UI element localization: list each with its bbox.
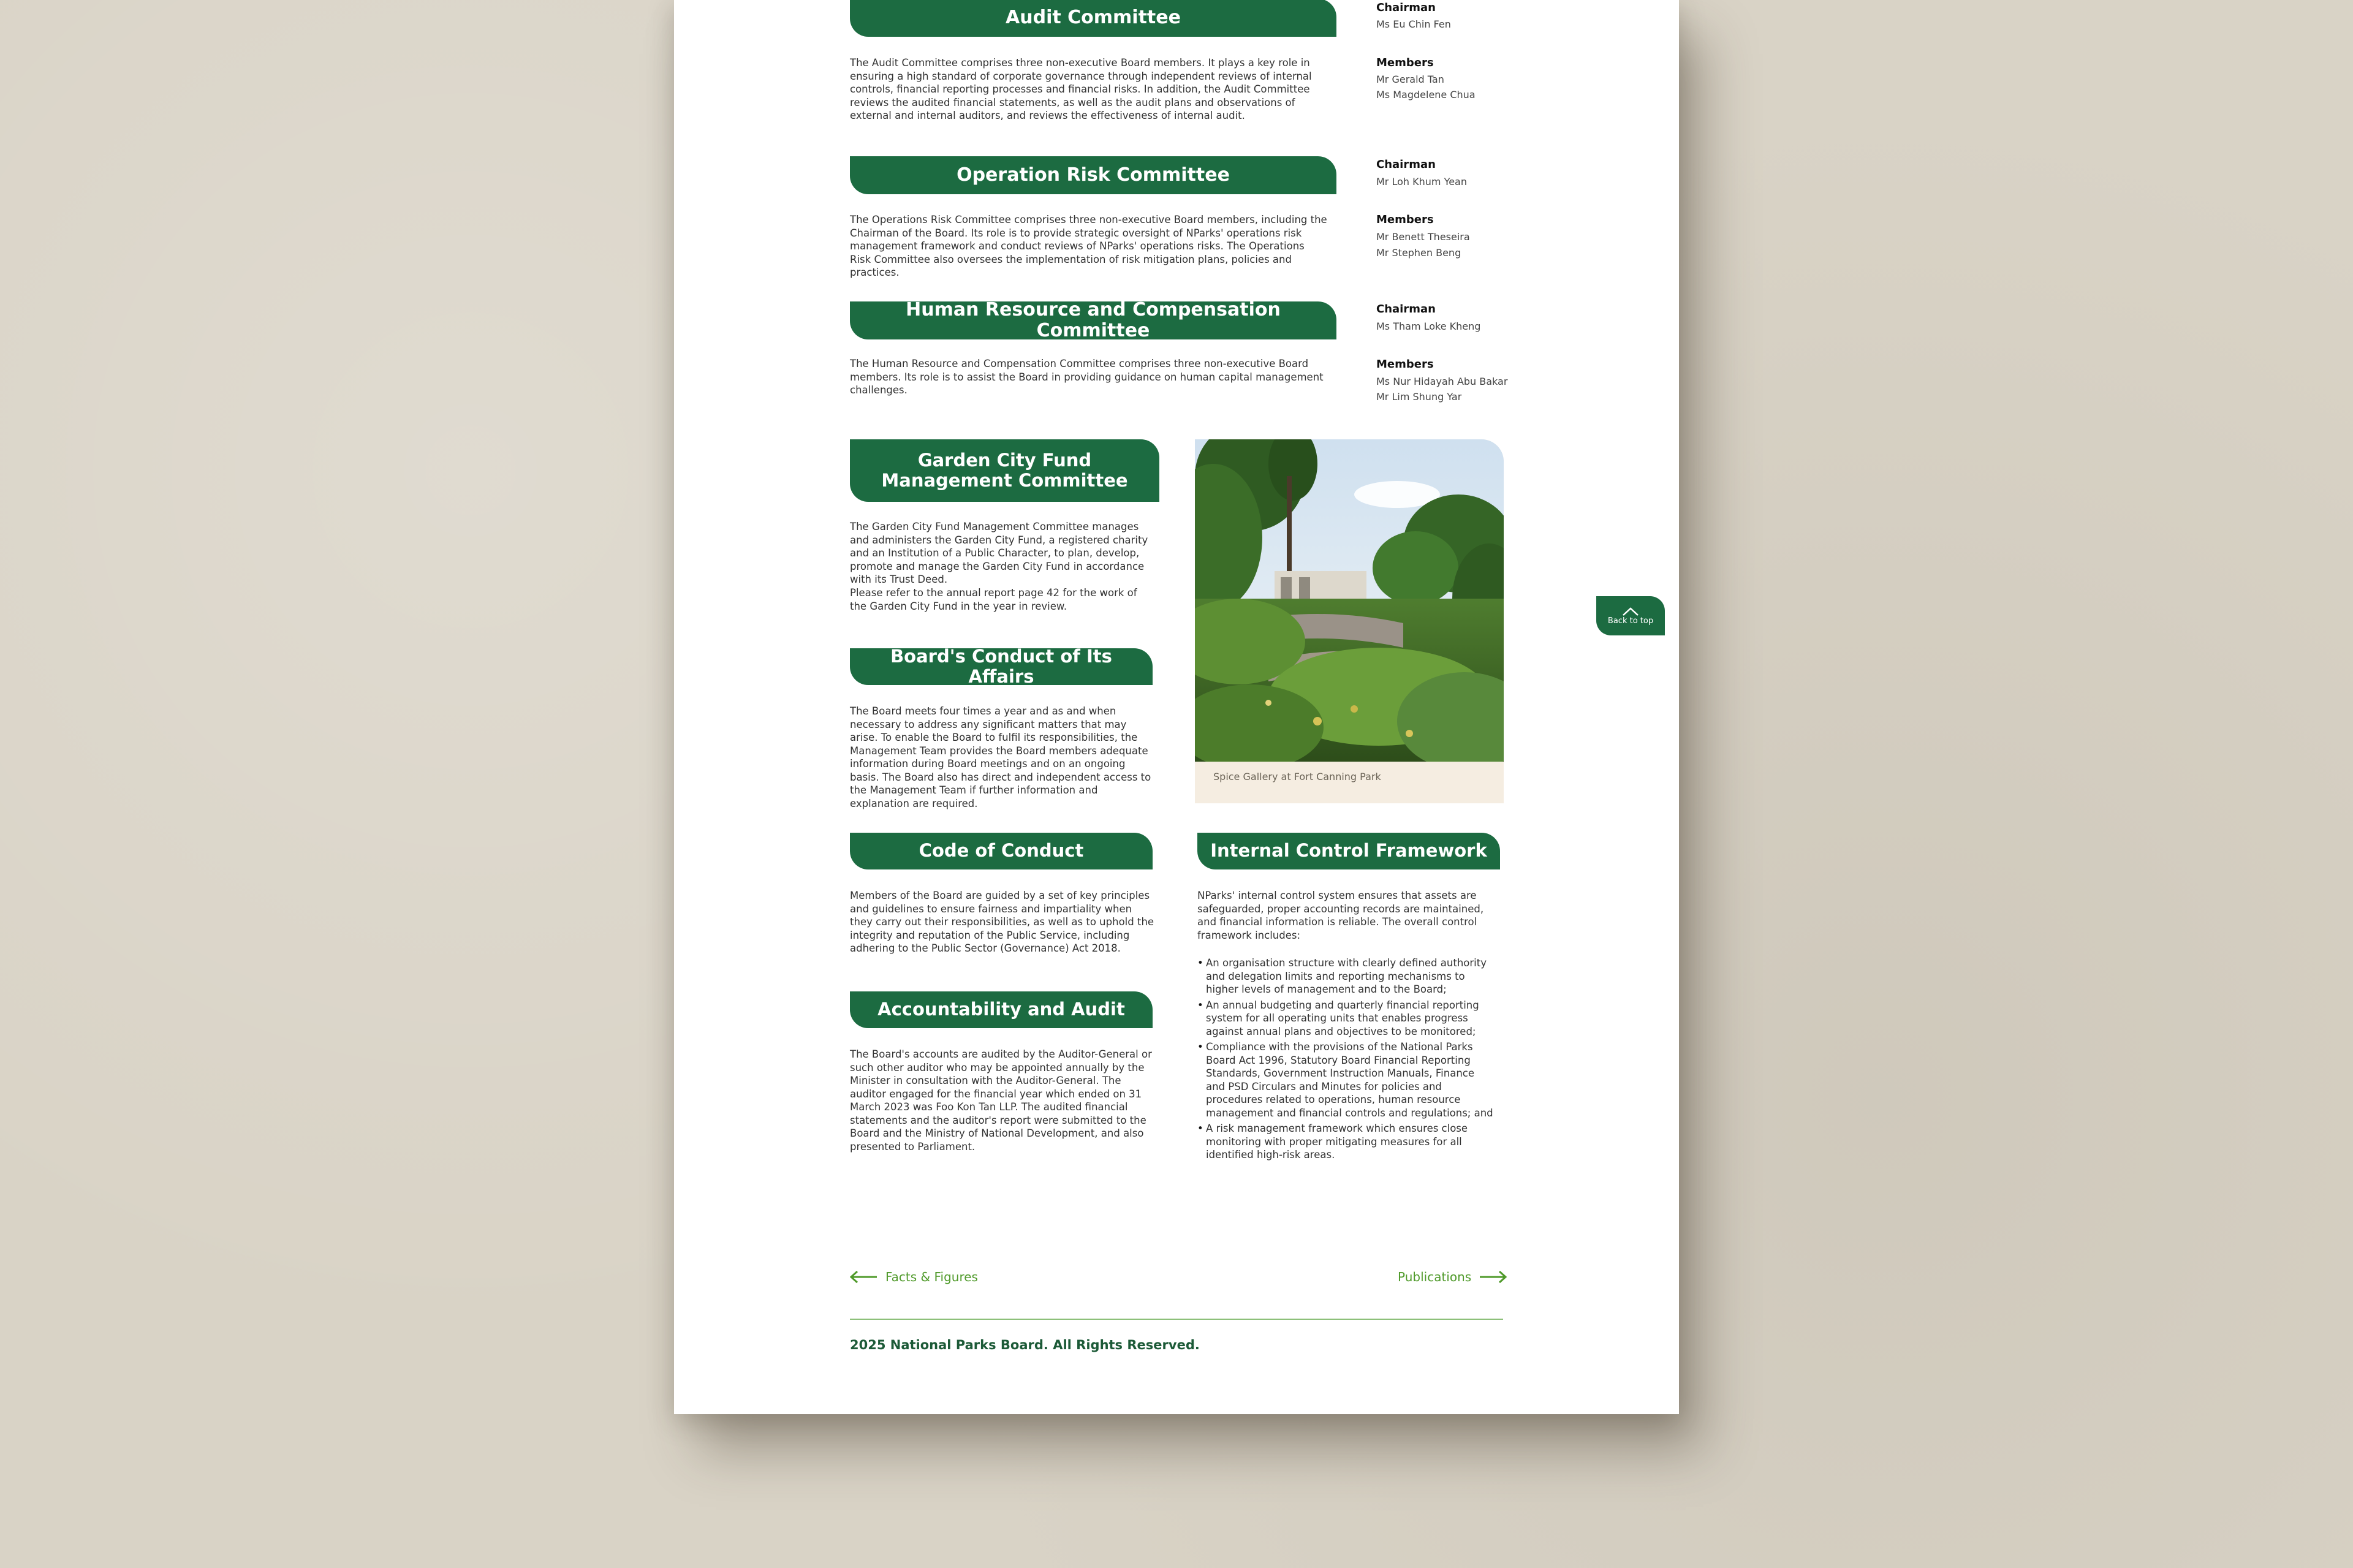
operation-members-label: Members <box>1376 213 1434 226</box>
copyright-text: 2025 National Parks Board. All Rights Reserved. <box>850 1338 1200 1352</box>
hr-member: Ms Nur Hidayah Abu Bakar <box>1376 376 1508 387</box>
list-item: • An annual budgeting and quarterly financial reporting system for all operating units that enables progress against annual plans and objectives to be monitored; <box>1206 999 1494 1039</box>
operation-risk-heading <box>850 156 1336 194</box>
audit-members-label: Members <box>1376 56 1434 69</box>
prev-page-link[interactable] <box>850 1270 978 1284</box>
garden-city-fund-title-line1: Garden City Fund <box>917 449 1092 471</box>
hr-committee-title: Human Resource and Compensation Committee <box>906 298 1281 341</box>
audit-chairman-label: Chairman <box>1376 1 1436 14</box>
board-conduct-heading <box>850 645 1153 687</box>
internal-control-intro: NParks' internal control system ensures that assets are safeguarded, proper accounting records are maintained, and financial information is reliable. The overall control framework includes: <box>1197 890 1484 941</box>
next-page-link[interactable] <box>1398 1270 1507 1284</box>
park-photo-card <box>1195 439 1504 803</box>
list-item: • A risk management framework which ensures close monitoring with proper mitigating measures for all identified high-risk areas. <box>1206 1122 1494 1162</box>
audit-committee-heading <box>850 0 1336 37</box>
audit-member: Ms Magdelene Chua <box>1376 89 1476 100</box>
accountability-text: The Board's accounts are audited by the Auditor-General or such other auditor who may be appointed annually by the Minister in consultation with the Auditor-General. The auditor engaged for the financial year which ended on 31 March 2023 was Foo Kon Tan LLP. The audited financial statements and the auditor's report were submitted to the Board and the Ministry of National Development, and also presented to Parliament. <box>850 1048 1152 1153</box>
garden-city-fund-text: The Garden City Fund Management Committee manages and administers the Garden City Fund, a registered charity and an Institution of a Public Character, to plan, develop, promote and manage the Garden City Fund in accordance with its Trust Deed. <box>850 521 1148 585</box>
internal-control-list <box>1197 956 1494 1164</box>
internal-control-title: Internal Control Framework <box>1210 840 1487 862</box>
footer-divider <box>850 1319 1503 1320</box>
code-of-conduct-title: Code of Conduct <box>919 840 1084 862</box>
operation-risk-title: Operation Risk Committee <box>957 164 1230 186</box>
list-item: • An organisation structure with clearly defined authority and delegation limits and reporting mechanisms to higher levels of management and to the Board; <box>1206 956 1494 996</box>
hr-chairman-label: Chairman <box>1376 303 1436 316</box>
arrow-right-icon <box>1479 1270 1507 1284</box>
hr-chairman-name: Ms Tham Loke Kheng <box>1376 320 1481 332</box>
code-of-conduct-heading <box>850 833 1153 869</box>
photo-caption: Spice Gallery at Fort Canning Park <box>1213 771 1381 782</box>
audit-committee-title: Audit Committee <box>1006 6 1181 28</box>
internal-control-heading <box>1197 833 1500 869</box>
document-page <box>674 0 1679 1414</box>
board-conduct-text: The Board meets four times a year and as and when necessary to address any significant matters that may arise. To enable the Board to fulfil its responsibilities, the Management Team provides the Board members adequate information during Board meetings and on an ongoing basis. The Board also has direct and independent access to the Management Team if further information and explanation are required. <box>850 705 1151 809</box>
operation-chairman-label: Chairman <box>1376 158 1436 171</box>
hr-member: Mr Lim Shung Yar <box>1376 391 1462 403</box>
audit-member: Mr Gerald Tan <box>1376 74 1444 85</box>
code-of-conduct-text: Members of the Board are guided by a set of key principles and guidelines to ensure fairness and impartiality when they carry out their responsibilities, as well as to uphold the integrity and reputation of the Public Service, including adhering to the Public Sector (Governance) Act 2018. <box>850 890 1154 954</box>
operation-member: Mr Benett Theseira <box>1376 231 1470 243</box>
next-page-label[interactable]: Publications <box>1398 1270 1472 1284</box>
garden-city-fund-heading <box>850 439 1159 502</box>
operation-chairman-name: Mr Loh Khum Yean <box>1376 176 1467 187</box>
garden-city-fund-note: Please refer to the annual report page 42 for the work of the Garden City Fund in the year in review. <box>850 587 1137 612</box>
operation-member: Mr Stephen Beng <box>1376 247 1461 259</box>
garden-city-fund-title-line2: Management Committee <box>881 470 1128 491</box>
hr-members-label: Members <box>1376 358 1434 371</box>
prev-page-label[interactable]: Facts & Figures <box>885 1270 978 1284</box>
list-item: • Compliance with the provisions of the National Parks Board Act 1996, Statutory Board Financial Reporting Standards, Government Instruction Manuals, Finance and PSD Circulars and Minutes for policies and procedures related to operations, human resource management and financial controls and regulations; and <box>1206 1040 1494 1119</box>
hr-committee-text: The Human Resource and Compensation Committee comprises three non-executive Board members. Its role is to assist the Board in providing guidance on human capital management challenges. <box>850 358 1324 396</box>
accountability-heading <box>850 991 1153 1028</box>
arrow-left-icon <box>850 1270 878 1284</box>
audit-committee-text: The Audit Committee comprises three non-executive Board members. It plays a key role in ensuring a high standard of corporate governance through independent reviews of internal controls, financial reporting processes and financial risks. In addition, the Audit Committee reviews the audited financial statements, as well as the audit plans and observations of external and internal auditors, and reviews the effectiveness of internal audit. <box>850 57 1312 121</box>
back-to-top-button[interactable] <box>1596 596 1665 635</box>
board-conduct-title: Board's Conduct of Its Affairs <box>890 645 1112 687</box>
audit-chairman-name: Ms Eu Chin Fen <box>1376 18 1451 30</box>
accountability-title: Accountability and Audit <box>877 999 1125 1020</box>
park-photo <box>1195 439 1504 762</box>
operation-risk-text: The Operations Risk Committee comprises three non-executive Board members, including the Chairman of the Board. Its role is to provide strategic oversight of NParks' operations risk management framework and conduct reviews of NParks' operations risks. The Operations Risk Committee also oversees the implementation of risk mitigation plans, policies and practices. <box>850 214 1327 278</box>
hr-committee-heading <box>850 298 1336 341</box>
back-to-top-label[interactable]: Back to top <box>1607 616 1654 626</box>
chevron-up-icon <box>1622 607 1639 616</box>
